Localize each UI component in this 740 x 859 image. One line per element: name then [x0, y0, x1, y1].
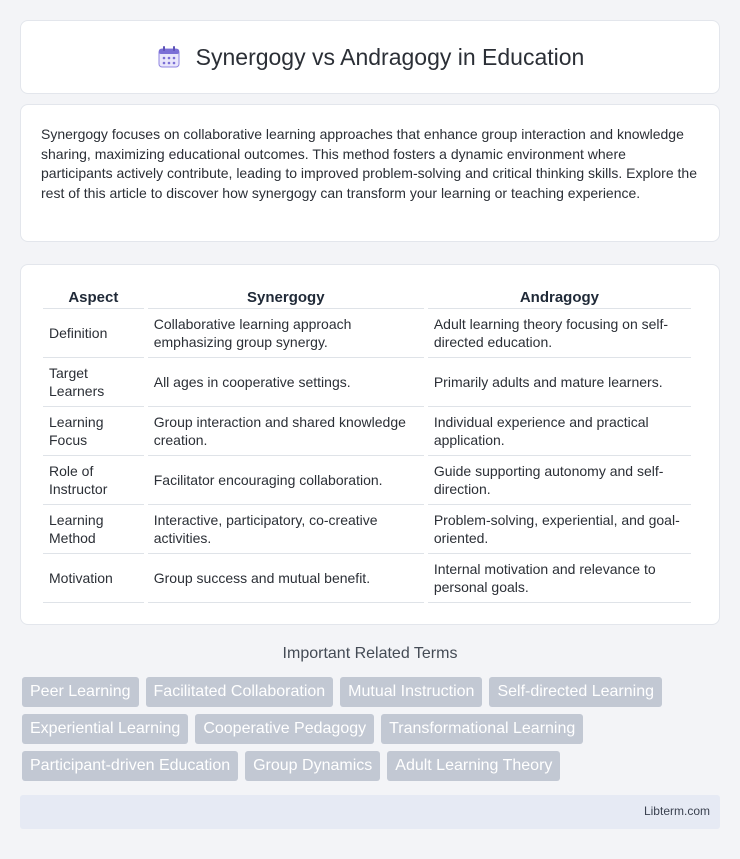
table-cell-andragogy: Adult learning theory focusing on self-directed education.: [428, 309, 691, 358]
table-cell-synergogy: Collaborative learning approach emphasizing group synergy.: [148, 309, 424, 358]
related-term-tag[interactable]: Peer Learning: [22, 677, 139, 707]
calendar-icon: [156, 44, 182, 70]
column-header-synergogy: Synergogy: [148, 287, 424, 309]
table-row: [43, 554, 691, 603]
related-term-tag[interactable]: Experiential Learning: [22, 714, 188, 744]
related-term-tag[interactable]: Mutual Instruction: [340, 677, 482, 707]
table-header-row: [43, 287, 691, 309]
header-card: [20, 20, 720, 94]
table-cell-aspect: Learning Method: [43, 505, 144, 554]
table-cell-aspect: Motivation: [43, 554, 144, 603]
table-cell-synergogy: Group success and mutual benefit.: [148, 554, 424, 603]
intro-text: Synergogy focuses on collaborative learning approaches that enhance group interaction and knowledge sharing, maximizing educational outcomes. This method fosters a dynamic environment where participants actively contribute, leading to improved problem-solving and critical thinking skills. Explore the rest of this article to discover how synergogy can transform your learning or teaching experience.: [41, 126, 697, 201]
table-cell-synergogy: Group interaction and shared knowledge creation.: [148, 407, 424, 456]
comparison-table: [39, 287, 695, 603]
page-title: Synergogy vs Andragogy in Education: [195, 43, 585, 70]
column-header-andragogy: Andragogy: [428, 287, 691, 309]
table-cell-andragogy: Individual experience and practical application.: [428, 407, 691, 456]
intro-card: [20, 104, 720, 242]
table-row: [43, 505, 691, 554]
comparison-table-card: [20, 264, 720, 625]
table-row: [43, 456, 691, 505]
table-cell-andragogy: Primarily adults and mature learners.: [428, 358, 691, 407]
related-term-tag[interactable]: Self-directed Learning: [489, 677, 662, 707]
table-cell-aspect: Role of Instructor: [43, 456, 144, 505]
related-term-tag[interactable]: Cooperative Pedagogy: [195, 714, 374, 744]
footer-brand-link[interactable]: Libterm.com: [643, 804, 710, 818]
related-term-tag[interactable]: Adult Learning Theory: [387, 751, 560, 781]
column-header-aspect: Aspect: [43, 287, 144, 309]
table-cell-andragogy: Internal motivation and relevance to personal goals.: [428, 554, 691, 603]
related-terms-heading: Important Related Terms: [282, 645, 458, 662]
table-cell-synergogy: Facilitator encouraging collaboration.: [148, 456, 424, 505]
table-cell-andragogy: Guide supporting autonomy and self-direction.: [428, 456, 691, 505]
table-row: [43, 309, 691, 358]
related-term-tag[interactable]: Facilitated Collaboration: [146, 677, 334, 707]
related-term-tag[interactable]: Transformational Learning: [381, 714, 583, 744]
related-term-tag[interactable]: Participant-driven Education: [22, 751, 238, 781]
table-row: [43, 407, 691, 456]
table-cell-andragogy: Problem-solving, experiential, and goal-oriented.: [428, 505, 691, 554]
table-cell-aspect: Definition: [43, 309, 144, 358]
related-term-tag[interactable]: Group Dynamics: [245, 751, 380, 781]
table-cell-synergogy: Interactive, participatory, co-creative activities.: [148, 505, 424, 554]
table-row: [43, 358, 691, 407]
table-cell-synergogy: All ages in cooperative settings.: [148, 358, 424, 407]
table-cell-aspect: Learning Focus: [43, 407, 144, 456]
related-terms-list: [22, 677, 722, 781]
table-cell-aspect: Target Learners: [43, 358, 144, 407]
footer: [20, 795, 720, 829]
